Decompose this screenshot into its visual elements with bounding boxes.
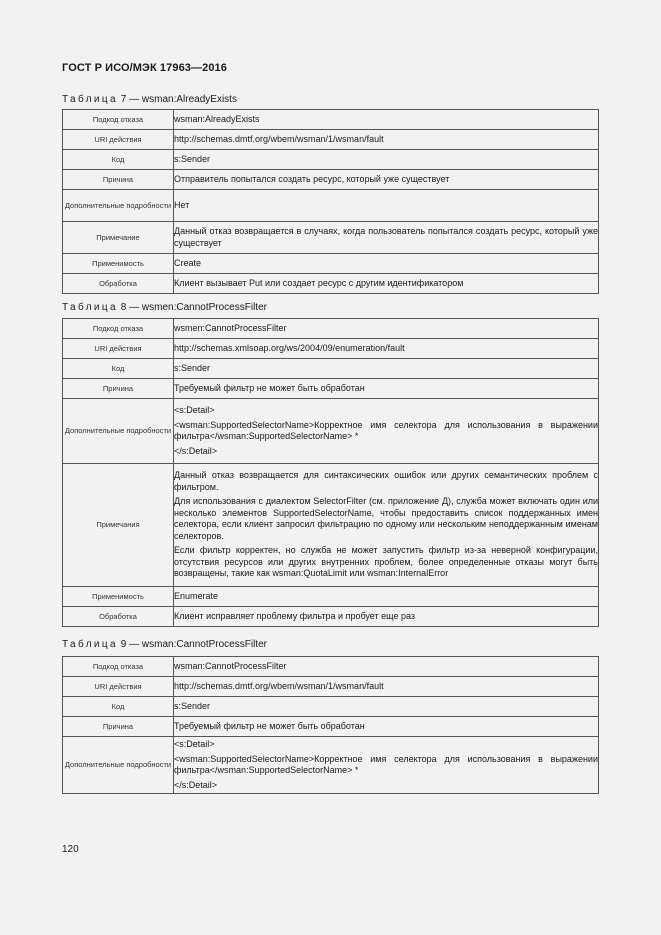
caption-prefix: Таблица <box>62 639 119 650</box>
table-row <box>63 110 599 130</box>
row-key: Подкод отказа <box>63 657 174 677</box>
row-value <box>174 110 599 130</box>
value-paragraph: wsman:CannotProcessFilter <box>174 660 287 671</box>
caption-title: 9 — wsman:CannotProcessFilter <box>118 639 267 650</box>
value-paragraph: <s:Detail> <box>174 739 215 749</box>
row-key: Обработка <box>63 274 174 294</box>
value-paragraph: Enumerate <box>174 590 219 601</box>
table-9-caption <box>62 639 267 650</box>
table-row <box>63 170 599 190</box>
row-value <box>174 587 599 607</box>
row-key: Код <box>63 359 174 379</box>
row-key: Причина <box>63 379 174 399</box>
value-paragraph: wsmen:CannotProcessFilter <box>174 322 287 333</box>
row-key: Обработка <box>63 607 174 627</box>
table-row <box>63 339 599 359</box>
value-paragraph: s:Sender <box>174 362 211 373</box>
row-key: Причина <box>63 717 174 737</box>
page-number: 120 <box>62 844 79 855</box>
table-row <box>63 677 599 697</box>
table-9 <box>62 656 599 794</box>
value-paragraph: Клиент исправляет проблему фильтра и пробует еще раз <box>174 610 415 621</box>
value-paragraph: Если фильтр корректен, но служба не может запустить фильтр из-за неверной конфигурации, отсутствия ресурсов или других внутренних проблем, более определенные отказы могут быть возвращены, такие как wsman:QuotaLimit или wsman:InternalError <box>174 545 598 579</box>
table-7-caption <box>62 94 237 105</box>
row-value <box>174 222 599 254</box>
value-paragraph: Требуемый фильтр не может быть обработан <box>174 720 365 731</box>
row-value <box>174 130 599 150</box>
row-value <box>174 150 599 170</box>
row-value <box>174 717 599 737</box>
value-paragraph: Требуемый фильтр не может быть обработан <box>174 382 365 393</box>
caption-title: 7 — wsman:AlreadyExists <box>118 94 237 105</box>
table-row <box>63 464 599 587</box>
table-row <box>63 737 599 794</box>
table-row <box>63 359 599 379</box>
row-key: Примечания <box>63 464 174 587</box>
row-value <box>174 274 599 294</box>
value-paragraph: <s:Detail> <box>174 405 215 415</box>
row-value <box>174 657 599 677</box>
row-value <box>174 607 599 627</box>
table-row <box>63 319 599 339</box>
value-paragraph: Данный отказ возвращается в случаях, когда пользователь попытался создать ресурс, который уже существует <box>174 226 598 248</box>
row-value <box>174 737 599 794</box>
table-7 <box>62 109 599 294</box>
row-value <box>174 170 599 190</box>
table-row <box>63 379 599 399</box>
row-key: Код <box>63 150 174 170</box>
row-value <box>174 190 599 222</box>
value-paragraph: wsman:AlreadyExists <box>174 113 260 124</box>
value-paragraph: Отправитель попытался создать ресурс, который уже существует <box>174 173 450 184</box>
row-value <box>174 677 599 697</box>
document-header: ГОСТ Р ИСО/МЭК 17963—2016 <box>62 62 227 74</box>
row-key: URI действия <box>63 130 174 150</box>
table-row <box>63 130 599 150</box>
row-key: Подкод отказа <box>63 110 174 130</box>
value-paragraph: Данный отказ возвращается для синтаксических ошибок или других семантических проблем с фильтром. <box>174 470 598 492</box>
row-key: Дополнительные подробности <box>63 399 174 464</box>
table-row <box>63 150 599 170</box>
table-row <box>63 399 599 464</box>
value-paragraph: <wsman:SupportedSelectorName>Корректное имя селектора для использования в выражении фильтра</wsman:SupportedSelectorName> * <box>174 753 598 775</box>
row-value <box>174 254 599 274</box>
row-value <box>174 697 599 717</box>
value-paragraph: http://schemas.dmtf.org/wbem/wsman/1/wsman/fault <box>174 133 384 144</box>
row-key: Причина <box>63 170 174 190</box>
value-paragraph: Для использования с диалектом SelectorFilter (см. приложение Д), служба может включать один или несколько элементов SupportedSelectorName, чтобы предоставить список поддержанных имен селектора, если клиент запросил фильтрацию по одному или нескольким неподдержанным именам селекторов. <box>174 496 598 541</box>
table-row <box>63 697 599 717</box>
row-value <box>174 319 599 339</box>
value-paragraph: Клиент вызывает Put или создает ресурс с другим идентификатором <box>174 277 464 288</box>
value-paragraph: </s:Detail> <box>174 779 218 790</box>
caption-prefix: Таблица <box>62 302 119 313</box>
value-paragraph: s:Sender <box>174 153 211 164</box>
table-row <box>63 587 599 607</box>
row-key: Дополнительные подробности <box>63 190 174 222</box>
table-row <box>63 657 599 677</box>
value-paragraph: Create <box>174 257 202 268</box>
row-key: URI действия <box>63 339 174 359</box>
table-row <box>63 607 599 627</box>
table-row <box>63 222 599 254</box>
row-key: URI действия <box>63 677 174 697</box>
row-value <box>174 399 599 464</box>
value-paragraph: http://schemas.dmtf.org/wbem/wsman/1/wsman/fault <box>174 680 384 691</box>
row-value <box>174 339 599 359</box>
table-row <box>63 274 599 294</box>
row-value <box>174 359 599 379</box>
row-key: Применимость <box>63 254 174 274</box>
value-paragraph: <wsman:SupportedSelectorName>Корректное имя селектора для использования в выражении фильтра</wsman:SupportedSelectorName> * <box>174 419 598 441</box>
table-row <box>63 190 599 222</box>
row-key: Подкод отказа <box>63 319 174 339</box>
value-paragraph: http://schemas.xmlsoap.org/ws/2004/09/enumeration/fault <box>174 342 405 353</box>
table-row <box>63 254 599 274</box>
caption-title: 8 — wsmen:CannotProcessFilter <box>118 302 267 313</box>
table-row <box>63 717 599 737</box>
table-8-caption <box>62 302 267 313</box>
value-paragraph: Нет <box>174 199 190 210</box>
value-paragraph: s:Sender <box>174 700 211 711</box>
table-8 <box>62 318 599 627</box>
row-key: Дополнительные подробности <box>63 737 174 794</box>
caption-prefix: Таблица <box>62 94 119 105</box>
row-key: Код <box>63 697 174 717</box>
row-key: Применимость <box>63 587 174 607</box>
row-value <box>174 379 599 399</box>
row-value <box>174 464 599 587</box>
row-key: Примечание <box>63 222 174 254</box>
value-paragraph: </s:Detail> <box>174 445 218 456</box>
